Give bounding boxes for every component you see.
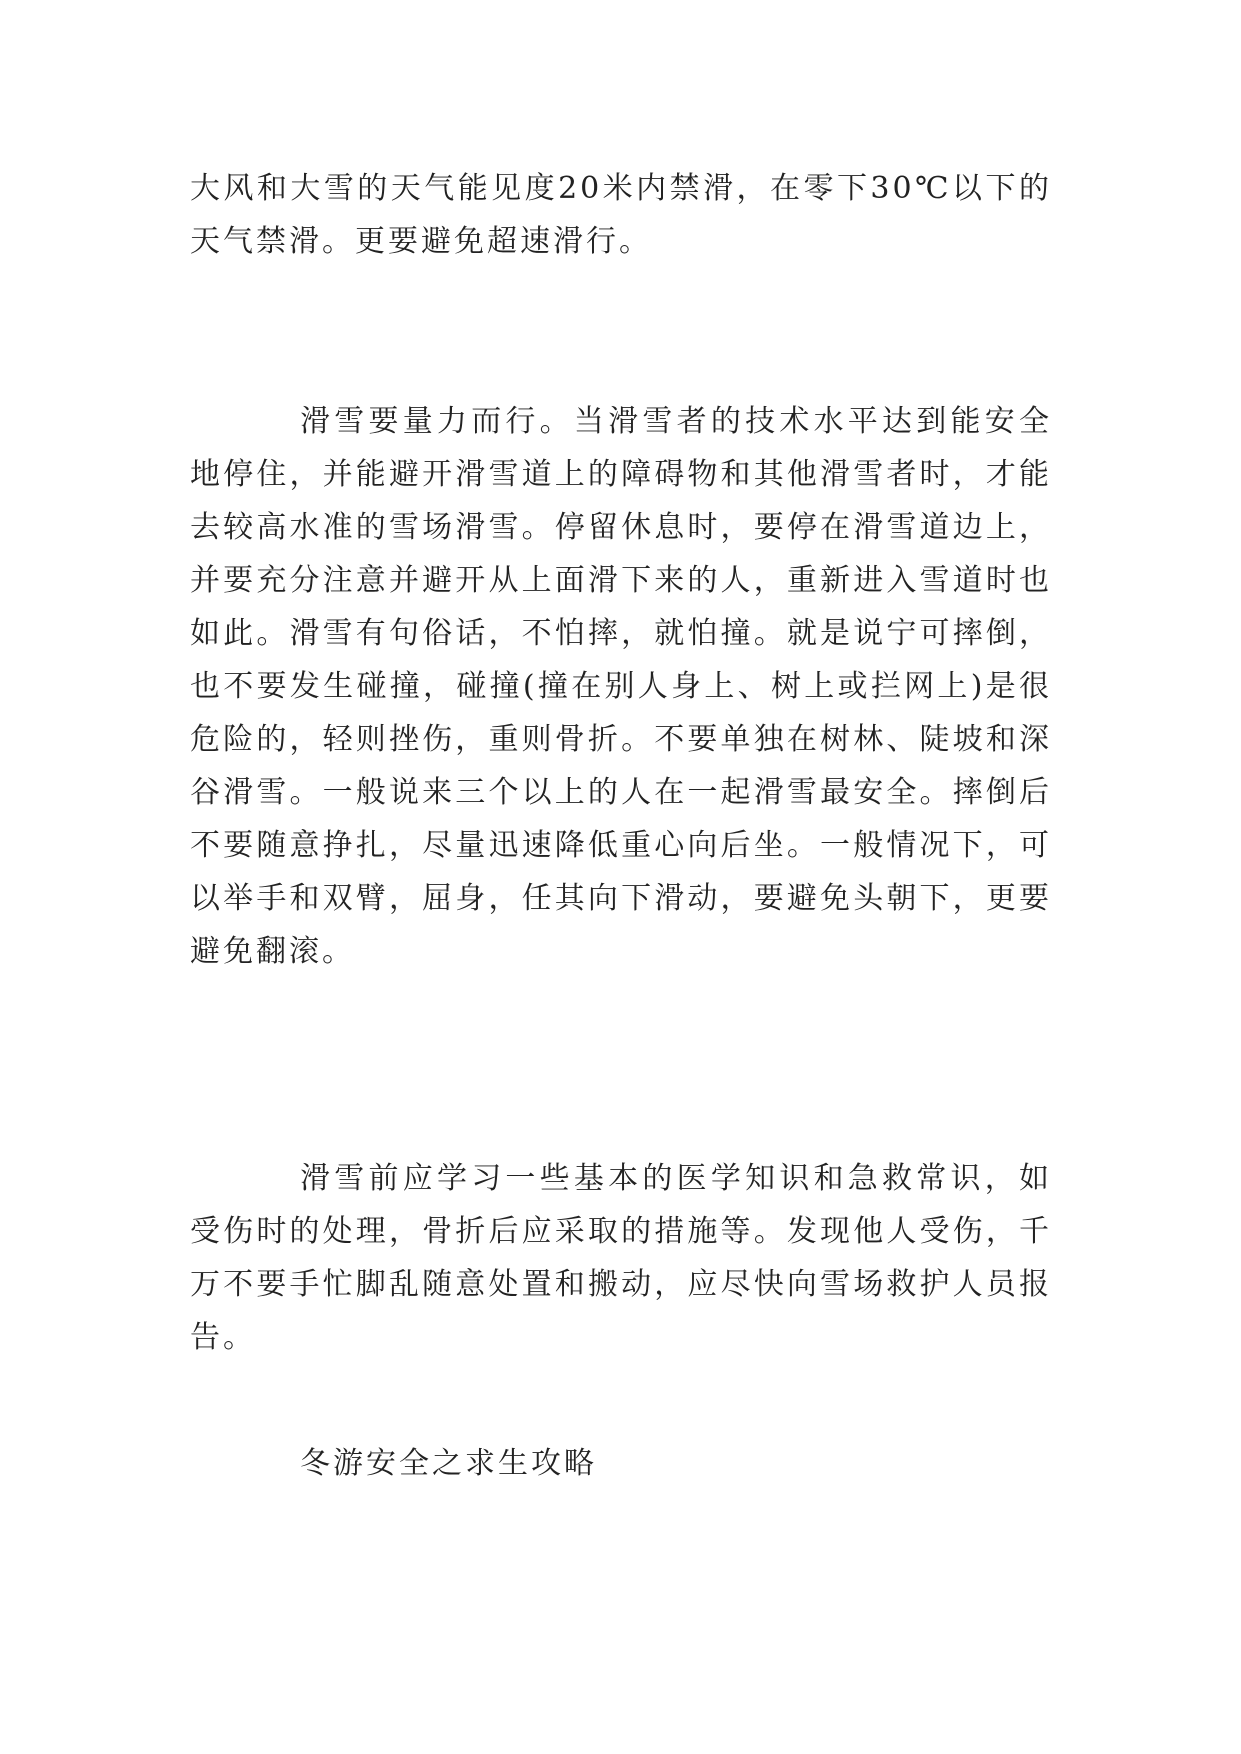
paragraph-ski-within-ability: 滑雪要量力而行。当滑雪者的技术水平达到能安全地停住，并能避开滑雪道上的障碍物和其他滑雪者时，才能去较高水准的雪场滑雪。停留休息时，要停在滑雪道边上，并要充分注意并避开从上面滑下来的人，重新进入雪道时也如此。滑雪有句俗话，不怕摔，就怕撞。就是说宁可摔倒，也不要发生碰撞，碰撞(撞在别人身上、树上或拦网上)是很危险的，轻则挫伤，重则骨折。不要单独在树林、陡坡和深谷滑雪。一般说来三个以上的人在一起滑雪最安全。摔倒后不要随意挣扎，尽量迅速降低重心向后坐。一般情况下，可以举手和双臂，屈身，任其向下滑动，要避免头朝下，更要避免翻滚。: [190, 404, 1052, 969]
paragraph-first-aid: 滑雪前应学习一些基本的医学知识和急救常识，如受伤时的处理，骨折后应采取的措施等。发现他人受伤，千万不要手忙脚乱随意处置和搬动，应尽快向雪场救护人员报告。: [190, 1161, 1052, 1355]
section-heading: 冬游安全之求生攻略: [300, 1446, 597, 1481]
paragraph-weather-rules: 大风和大雪的天气能见度20米内禁滑，在零下30℃以下的天气禁滑。更要避免超速滑行。: [190, 171, 1052, 259]
